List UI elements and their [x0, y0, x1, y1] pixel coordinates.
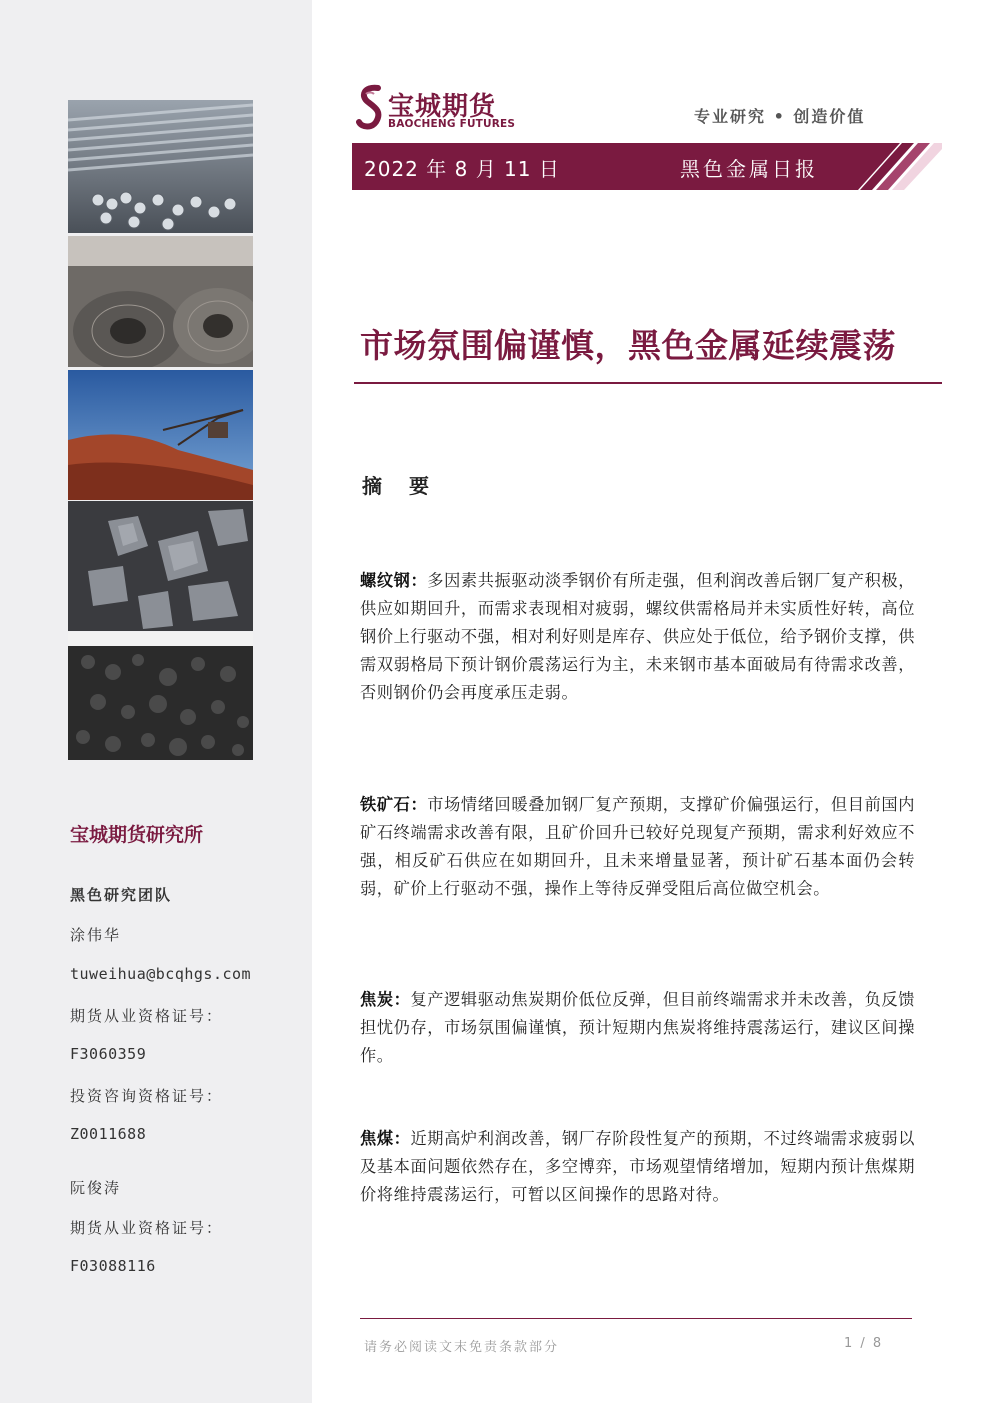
- section-text: 多因素共振驱动淡季钢价有所走强，但利润改善后钢厂复产积极，供应如期回升，而需求表现相对疲弱，螺纹供需格局并未实质性好转，高位钢价上行驱动不强，相对利好则是库存、供应处于低位，给予钢价支撑，供需双弱格局下预计钢价震荡运行为主，未来钢市基本面破局有待需求改善，否则钢价仍会再度承压走弱。: [360, 571, 915, 702]
- section-text: 近期高炉利润改善，钢厂存阶段性复产的预期，不过终端需求疲弱以及基本面问题依然存在，多空博弈，市场观望情绪增加，短期内预计焦煤期价将维持震荡运行，可暂以区间操作的思路对待。: [360, 1129, 915, 1204]
- logo-english-name: BAOCHENG FUTURES: [388, 118, 516, 130]
- analyst1-futures-cert: F3060359: [70, 1045, 147, 1063]
- futures-cert-label: 期货从业资格证号：: [70, 1007, 224, 1025]
- page-number: 1 / 8: [844, 1336, 884, 1351]
- title-divider: [354, 382, 942, 384]
- team-name: 黑色研究团队: [70, 886, 173, 904]
- analyst1-email[interactable]: tuweihua@bcqhgs.com: [70, 965, 252, 983]
- iron-ore-yard-photo: [68, 370, 253, 500]
- section-coke: [360, 986, 915, 1070]
- section-label: 焦煤：: [360, 1129, 411, 1148]
- analyst2-name: 阮俊涛: [70, 1179, 122, 1197]
- institute-name: 宝城期货研究所: [70, 824, 204, 846]
- footer-divider: [360, 1318, 912, 1319]
- coal-photo: [68, 632, 253, 760]
- coke-photo: [68, 501, 253, 631]
- section-iron-ore: [360, 791, 915, 903]
- section-text: 复产逻辑驱动焦炭期价低位反弹，但目前终端需求并未改善，负反馈担忧仍存，市场氛围偏谨慎，预计短期内焦炭将维持震荡运行，建议区间操作。: [360, 990, 915, 1065]
- abstract-heading: 摘 要: [362, 474, 439, 498]
- analyst2-futures-cert: F03088116: [70, 1257, 156, 1275]
- section-text: 市场情绪回暖叠加钢厂复产预期，支撑矿价偏强运行，但目前国内矿石终端需求改善有限，且矿价回升已较好兑现复产预期，需求利好效应不强，相反矿石供应在如期回升，且未来增量显著，预计矿石基本面仍会转弱，矿价上行驱动不强，操作上等待反弹受阻后高位做空机会。: [360, 795, 915, 898]
- section-coking-coal: [360, 1125, 915, 1209]
- section-rebar: [360, 567, 915, 707]
- report-type: 黑色金属日报: [680, 157, 818, 181]
- invest-cert-label: 投资咨询资格证号：: [70, 1087, 224, 1105]
- footer-disclaimer: 请务必阅读文末免责条款部分: [364, 1340, 560, 1355]
- report-date: 2022 年 8 月 11 日: [364, 157, 560, 181]
- futures-cert-label: 期货从业资格证号：: [70, 1219, 224, 1237]
- company-logo-icon: [356, 84, 386, 134]
- page-title: 市场氛围偏谨慎，黑色金属延续震荡: [360, 326, 896, 365]
- steel-coil-photo: [68, 236, 253, 367]
- company-slogan: 专业研究 • 创造价值: [694, 107, 866, 126]
- logo-chinese-name: 宝城期货: [388, 92, 497, 122]
- analyst1-invest-cert: Z0011688: [70, 1125, 147, 1143]
- section-label: 铁矿石：: [360, 795, 428, 814]
- section-label: 螺纹钢：: [360, 571, 428, 590]
- rebar-photo: [68, 100, 253, 233]
- section-label: 焦炭：: [360, 990, 411, 1009]
- analyst1-name: 涂伟华: [70, 926, 122, 944]
